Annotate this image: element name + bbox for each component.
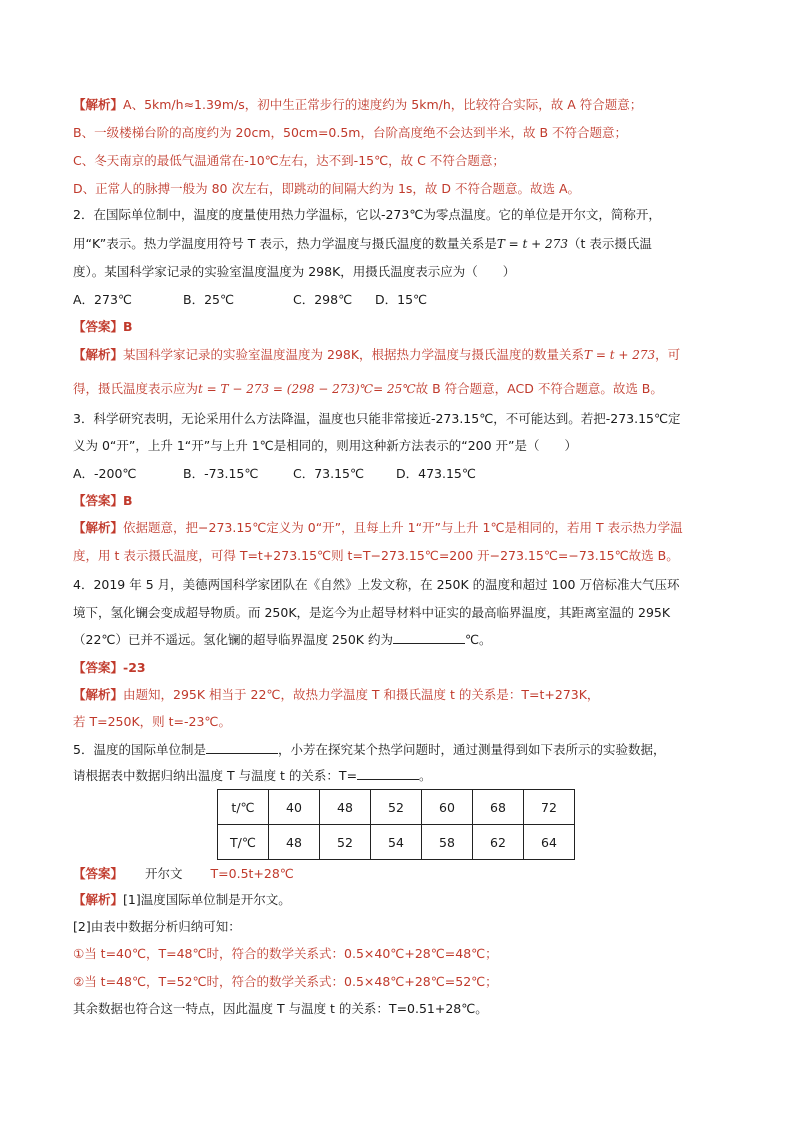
table-cell: 48 (320, 790, 371, 825)
q5-analysis-line1-text: [1]温度国际单位制是开尔文。 (123, 892, 291, 907)
table-cell: 52 (320, 825, 371, 860)
q5-blank-relation (357, 767, 419, 780)
q2-options (73, 291, 733, 309)
q4-stem-line3-pre: （22℃）已并不遥远。氢化镧的超导临界温度 250K 约为 (73, 632, 393, 647)
q2-analysis-line2 (73, 380, 733, 398)
analysis-tag: 【解析】 (73, 347, 124, 362)
q4-stem-line1: 4．2019 年 5 月，美德两国科学家团队在《自然》上发文称，在 250K 的温度和超过 100 万倍标准大气压环 (73, 577, 680, 592)
q1-analysis-a-text: A、5km/h≈1.39m/s，初中生正常步行的速度约为 5km/h，比较符合实际，故 A 符合题意； (123, 97, 643, 112)
q5-answer-value-1: 开尔文 (145, 866, 183, 881)
q4-stem-line2: 境下，氢化镧会变成超导物质。而 250K，是迄今为止超导材料中证实的最高临界温度，其距离室温的 295K (73, 605, 671, 620)
analysis-tag: 【解析】 (73, 520, 124, 535)
q2-analysis-line2-post: 故 B 符合题意，ACD 不符合题意。故选 B。 (415, 381, 663, 396)
q2-analysis-formula-calc: t = T − 273 = (298 − 273)℃= 25℃ (198, 382, 416, 396)
answer-tag: 【答案】 (73, 319, 124, 334)
q2-analysis-line1-post: ，可 (655, 347, 681, 362)
table-cell: 54 (371, 825, 422, 860)
table-cell: 40 (269, 790, 320, 825)
q5-analysis-line2: [2]由表中数据分析归纳可知： (73, 919, 241, 934)
q2-analysis-line1-pre: 某国科学家记录的实验室温度温度为 298K，根据热力学温度与摄氏温度的数量关系 (123, 347, 585, 362)
table-cell: 72 (524, 790, 575, 825)
q5-analysis-line1 (73, 891, 733, 909)
q5-analysis-line5: 其余数据也符合这一特点，因此温度 T 与温度 t 的关系：T=0.51+28℃。 (73, 1001, 488, 1016)
q3-answer-value: B (123, 493, 133, 508)
table-header-cell: t/℃ (218, 790, 269, 825)
table-row (218, 790, 575, 825)
q2-answer (73, 318, 733, 336)
q2-analysis-line1 (73, 346, 733, 364)
q2-option-d: D．15℃ (375, 292, 428, 307)
q4-analysis-line1-text: 由题知，295K 相当于 22℃，故热力学温度 T 和摄氏温度 t 的关系是：T=t+273K， (123, 687, 600, 702)
analysis-tag: 【解析】 (73, 892, 124, 907)
table-cell: 64 (524, 825, 575, 860)
q1-analysis-a (73, 96, 733, 114)
q2-answer-value: B (123, 319, 133, 334)
q5-data-table (217, 789, 575, 860)
q5-answer-value-2: T=0.5t+28℃ (210, 866, 294, 881)
answer-tag: 【答案】 (73, 866, 124, 881)
q2-stem-line3: 度）。某国科学家记录的实验室温度温度为 298K，用摄氏温度表示应为（ ） (73, 264, 516, 279)
q4-answer-value: -23 (123, 660, 146, 675)
q5-stem-line2-post: 。 (419, 768, 432, 783)
q2-stem-line2 (73, 235, 733, 253)
q5-blank-unit (206, 741, 278, 754)
q3-answer (73, 492, 733, 510)
table-row (218, 825, 575, 860)
q5-answer (73, 865, 733, 883)
q2-stem-line2-post: （t 表示摄氏温 (567, 236, 652, 251)
analysis-tag: 【解析】 (73, 687, 124, 702)
q3-option-b: B．-73.15℃ (183, 466, 259, 481)
q5-analysis-line3: ①当 t=40℃，T=48℃时，符合的数学关系式：0.5×40℃+28℃=48℃； (73, 946, 498, 961)
answer-tag: 【答案】 (73, 660, 124, 675)
q2-option-b: B．25℃ (183, 292, 235, 307)
q5-stem-line1-pre: 5．温度的国际单位制是 (73, 742, 206, 757)
answer-tag: 【答案】 (73, 493, 124, 508)
q4-stem-line3-post: ℃。 (464, 632, 492, 647)
q2-analysis-formula: T = t + 273 (584, 348, 656, 362)
q4-answer (73, 659, 733, 677)
q3-stem-line1: 3．科学研究表明，无论采用什么方法降温，温度也只能非常接近-273.15℃，不可能达到。若把-273.15℃定 (73, 411, 681, 426)
analysis-tag: 【解析】 (73, 97, 124, 112)
q3-options (73, 465, 733, 483)
q4-analysis-line1 (73, 686, 733, 704)
q5-stem-line2-pre: 请根据表中数据归纳出温度 T 与温度 t 的关系：T= (73, 768, 358, 783)
table-cell: 52 (371, 790, 422, 825)
q3-stem-line2: 义为 0“开”，上升 1“开”与上升 1℃是相同的，则用这种新方法表示的“200 开”是（ ） (73, 438, 578, 453)
q3-option-d: D．473.15℃ (396, 466, 476, 481)
q2-formula-relation: T = t + 273 (496, 237, 568, 251)
q2-option-a: A．273℃ (73, 292, 132, 307)
q2-stem-line1: 2．在国际单位制中，温度的度量使用热力学温标，它以-273℃为零点温度。它的单位是开尔文，简称开， (73, 207, 661, 222)
q3-analysis-line2: 度，用 t 表示摄氏温度，可得 T=t+273.15℃则 t=T−273.15℃=200 开−273.15℃=−73.15℃故选 B。 (73, 548, 679, 563)
q2-stem-line2-pre: 用“K”表示。热力学温度用符号 T 表示，热力学温度与摄氏温度的数量关系是 (73, 236, 497, 251)
q4-stem-line3 (73, 631, 733, 649)
table-cell: 58 (422, 825, 473, 860)
q2-analysis-line2-pre: 得，摄氏温度表示应为 (73, 381, 199, 396)
q5-analysis-line4: ②当 t=48℃，T=52℃时，符合的数学关系式：0.5×48℃+28℃=52℃； (73, 974, 498, 989)
q3-option-a: A．-200℃ (73, 466, 137, 481)
table-cell: 62 (473, 825, 524, 860)
q4-analysis-line2: 若 T=250K，则 t=-23℃。 (73, 714, 231, 729)
q1-analysis-c: C、冬天南京的最低气温通常在-10℃左右，达不到-15℃，故 C 不符合题意； (73, 153, 505, 168)
table-cell: 60 (422, 790, 473, 825)
q5-stem-line1 (73, 741, 733, 759)
table-cell: 68 (473, 790, 524, 825)
q3-analysis-line1-text: 依据题意，把−273.15℃定义为 0“开”，且每上升 1“开”与上升 1℃是相同的，若用 T 表示热力学温 (123, 520, 683, 535)
q5-stem-line1-post: ，小芳在探究某个热学问题时，通过测量得到如下表所示的实验数据， (277, 742, 666, 757)
table-cell: 48 (269, 825, 320, 860)
q1-analysis-d: D、正常人的脉搏一般为 80 次左右，即跳动的间隔大约为 1s，故 D 不符合题意。故选 A。 (73, 181, 581, 196)
q2-option-c: C．298℃ (293, 292, 353, 307)
q4-answer-blank (393, 631, 465, 644)
table-header-cell: T/℃ (218, 825, 269, 860)
q5-stem-line2 (73, 767, 733, 785)
q1-analysis-b: B、一级楼梯台阶的高度约为 20cm，50cm=0.5m，台阶高度绝不会达到半米，故 B 不符合题意； (73, 125, 628, 140)
q3-option-c: C．73.15℃ (293, 466, 365, 481)
q3-analysis-line1 (73, 519, 733, 537)
